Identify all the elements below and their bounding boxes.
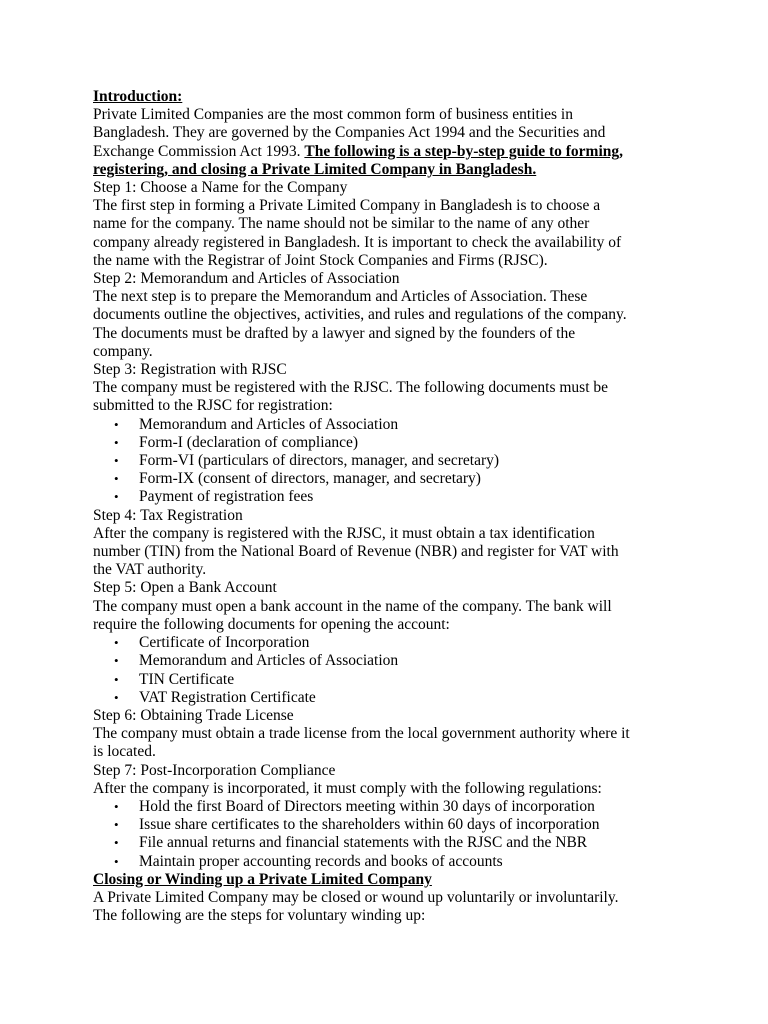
list-item: • VAT Registration Certificate [93,689,683,707]
step-1-line-4: the name with the Registrar of Joint Stock Companies and Firms (RJSC). [93,251,548,269]
intro-line-3 [93,143,683,161]
step-3-title: Step 3: Registration with RJSC [93,361,287,379]
closing-line-2: The following are the steps for voluntary winding up: [93,907,426,925]
step-2-line-2: documents outline the objectives, activities, and rules and regulations of the company. [93,306,627,324]
list-item: • Maintain proper accounting records and books of accounts [93,853,683,871]
list-item: • Hold the first Board of Directors meeting within 30 days of incorporation [93,798,683,816]
intro-line-2: Bangladesh. They are governed by the Companies Act 1994 and the Securities and [93,124,606,142]
list-item: • Form-I (declaration of compliance) [93,434,683,452]
step-5-line-1: The company must open a bank account in the name of the company. The bank will [93,597,612,615]
introduction-heading: Introduction: [93,88,183,105]
step-5-line-2: require the following documents for opening the account: [93,615,450,633]
intro-guide-emphasis-2: registering, and closing a Private Limited Company in Bangladesh. [93,160,537,178]
step-5-document-list [93,634,683,707]
list-item: • Payment of registration fees [93,488,683,506]
list-item: • Form-IX (consent of directors, manager, and secretary) [93,470,683,488]
step-1-line-3: company already registered in Bangladesh. It is important to check the availability of [93,233,622,251]
step-6-line-2: is located. [93,743,156,761]
step-2-line-1: The next step is to prepare the Memorandum and Articles of Association. These [93,288,588,306]
list-item: • Issue share certificates to the shareholders within 60 days of incorporation [93,816,683,834]
step-2-line-4: company. [93,342,153,360]
list-item: • Form-VI (particulars of directors, manager, and secretary) [93,452,683,470]
intro-line-3-text: Exchange Commission Act 1993. [93,142,305,160]
step-4-line-3: the VAT authority. [93,561,207,579]
closing-line-1: A Private Limited Company may be closed or wound up voluntarily or involuntarily. [93,888,619,906]
step-4-title: Step 4: Tax Registration [93,506,243,524]
step-4-line-1: After the company is registered with the RJSC, it must obtain a tax identification [93,524,595,542]
step-1-title: Step 1: Choose a Name for the Company [93,179,348,197]
intro-line-1: Private Limited Companies are the most common form of business entities in [93,106,573,124]
step-1-line-2: name for the company. The name should not be similar to the name of any other [93,215,590,233]
list-item: • Certificate of Incorporation [93,634,683,652]
step-7-regulation-list [93,798,683,871]
step-7-line-1: After the company is incorporated, it must comply with the following regulations: [93,779,602,797]
step-3-line-2: submitted to the RJSC for registration: [93,397,333,415]
step-3-line-1: The company must be registered with the RJSC. The following documents must be [93,379,609,397]
step-2-title: Step 2: Memorandum and Articles of Association [93,270,400,288]
list-item: • File annual returns and financial statements with the RJSC and the NBR [93,834,683,852]
step-4-line-2: number (TIN) from the National Board of Revenue (NBR) and register for VAT with [93,543,619,561]
step-2-line-3: The documents must be drafted by a lawyer and signed by the founders of the [93,324,576,342]
document-page [93,88,683,925]
step-7-title: Step 7: Post-Incorporation Compliance [93,761,336,779]
list-item: • TIN Certificate [93,671,683,689]
step-3-document-list [93,416,683,507]
step-1-line-1: The first step in forming a Private Limited Company in Bangladesh is to choose a [93,197,601,215]
list-item: • Memorandum and Articles of Association [93,416,683,434]
closing-heading: Closing or Winding up a Private Limited Company [93,870,432,888]
list-item: • Memorandum and Articles of Association [93,652,683,670]
step-5-title: Step 5: Open a Bank Account [93,579,277,597]
step-6-line-1: The company must obtain a trade license from the local government authority where it [93,725,630,743]
step-6-title: Step 6: Obtaining Trade License [93,706,294,724]
intro-guide-emphasis-1: The following is a step-by-step guide to forming, [304,142,624,160]
